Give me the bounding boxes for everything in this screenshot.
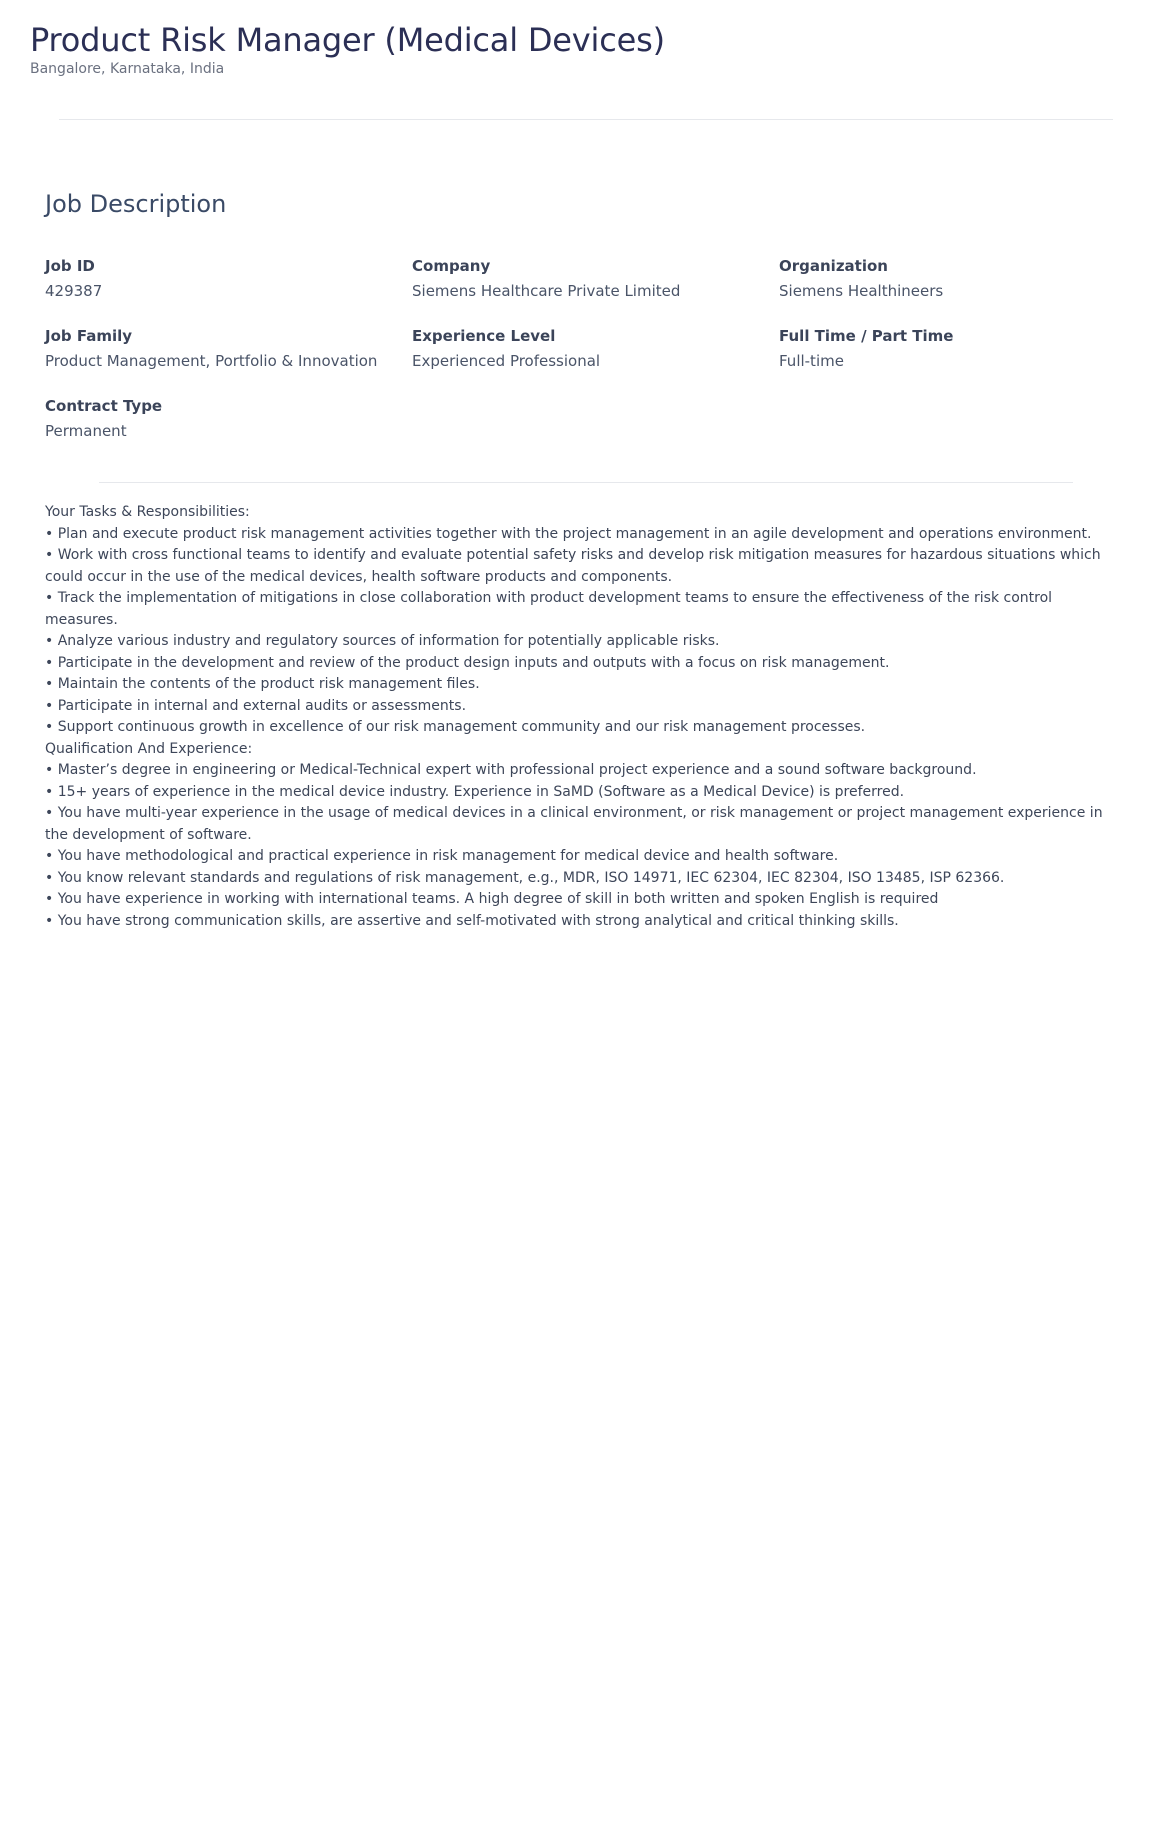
bullet-item: • You know relevant standards and regulations of risk management, e.g., MDR, ISO 14971, IEC 62304, IEC 82304, ISO 13485, ISP 62366.: [45, 869, 1005, 886]
detail-organization: [779, 254, 1145, 324]
job-description-body: [45, 502, 1125, 932]
detail-value: Product Management, Portfolio & Innovation: [45, 352, 378, 370]
bullet-item: • Participate in internal and external audits or assessments.: [45, 697, 467, 714]
job-title: Product Risk Manager (Medical Devices): [30, 21, 665, 59]
bullet-item: • You have strong communication skills, are assertive and self-motivated with strong analytical and critical thinking skills.: [45, 912, 899, 929]
heading-tasks: Your Tasks & Responsibilities:: [45, 504, 250, 520]
header-divider: [59, 119, 1113, 120]
bullet-item: • Analyze various industry and regulatory sources of information for potentially applicable risks.: [45, 633, 720, 649]
bullet-item: • Participate in the development and review of the product design inputs and outputs with a focus on risk management.: [45, 654, 890, 671]
detail-experience-level: [412, 324, 779, 394]
detail-label: Organization: [779, 257, 888, 275]
detail-label: Job Family: [45, 327, 133, 345]
bullet-item: • Master’s degree in engineering or Medical-Technical expert with professional project experience and a sound software background.: [45, 762, 977, 778]
detail-employment-type: [779, 324, 1145, 394]
bullet-item: • You have experience in working with international teams. A high degree of skill in both written and spoken English is required: [45, 891, 939, 907]
detail-company: [412, 254, 779, 324]
detail-label: Job ID: [45, 257, 95, 275]
detail-value: Siemens Healthcare Private Limited: [412, 282, 681, 300]
detail-label: Experience Level: [412, 327, 556, 345]
detail-job-family: [45, 324, 412, 394]
bullet-item: • Plan and execute product risk management activities together with the project management in an agile development and operations environment.: [45, 525, 1092, 542]
detail-label: Full Time / Part Time: [779, 327, 954, 345]
detail-value: Full-time: [779, 352, 844, 370]
bullet-item: • Maintain the contents of the product risk management files.: [45, 676, 480, 692]
job-header: [30, 18, 1130, 78]
detail-job-id: [45, 254, 412, 324]
detail-contract-type: [45, 394, 412, 464]
job-location: Bangalore, Karnataka, India: [30, 61, 225, 77]
detail-value: Permanent: [45, 422, 127, 440]
detail-value: Experienced Professional: [412, 352, 601, 370]
bullet-item: • You have multi-year experience in the usage of medical devices in a clinical environment, or risk management or project management experience in the development of software.: [45, 805, 1103, 843]
bullet-item: • Support continuous growth in excellence of our risk management community and our risk management processes.: [45, 719, 866, 735]
bullet-item: • You have methodological and practical experience in risk management for medical device and health software.: [45, 848, 839, 864]
heading-qualifications: Qualification And Experience:: [45, 740, 253, 757]
section-title-job-description: Job Description: [45, 190, 227, 218]
details-divider: [99, 482, 1073, 483]
bullet-item: • 15+ years of experience in the medical device industry. Experience in SaMD (Software as a Medical Device) is preferred.: [45, 783, 905, 800]
detail-value: 429387: [45, 282, 103, 300]
bullet-item: • Work with cross functional teams to identify and evaluate potential safety risks and develop risk mitigation measures for hazardous situations which could occur in the use of the medical devices, health software products and components.: [45, 547, 1101, 585]
detail-value: Siemens Healthineers: [779, 282, 944, 300]
bullet-item: • Track the implementation of mitigations in close collaboration with product development teams to ensure the effectiveness of the risk control measures.: [45, 590, 1053, 628]
detail-label: Contract Type: [45, 397, 163, 415]
detail-label: Company: [412, 257, 491, 275]
job-details-grid: [45, 254, 1145, 464]
